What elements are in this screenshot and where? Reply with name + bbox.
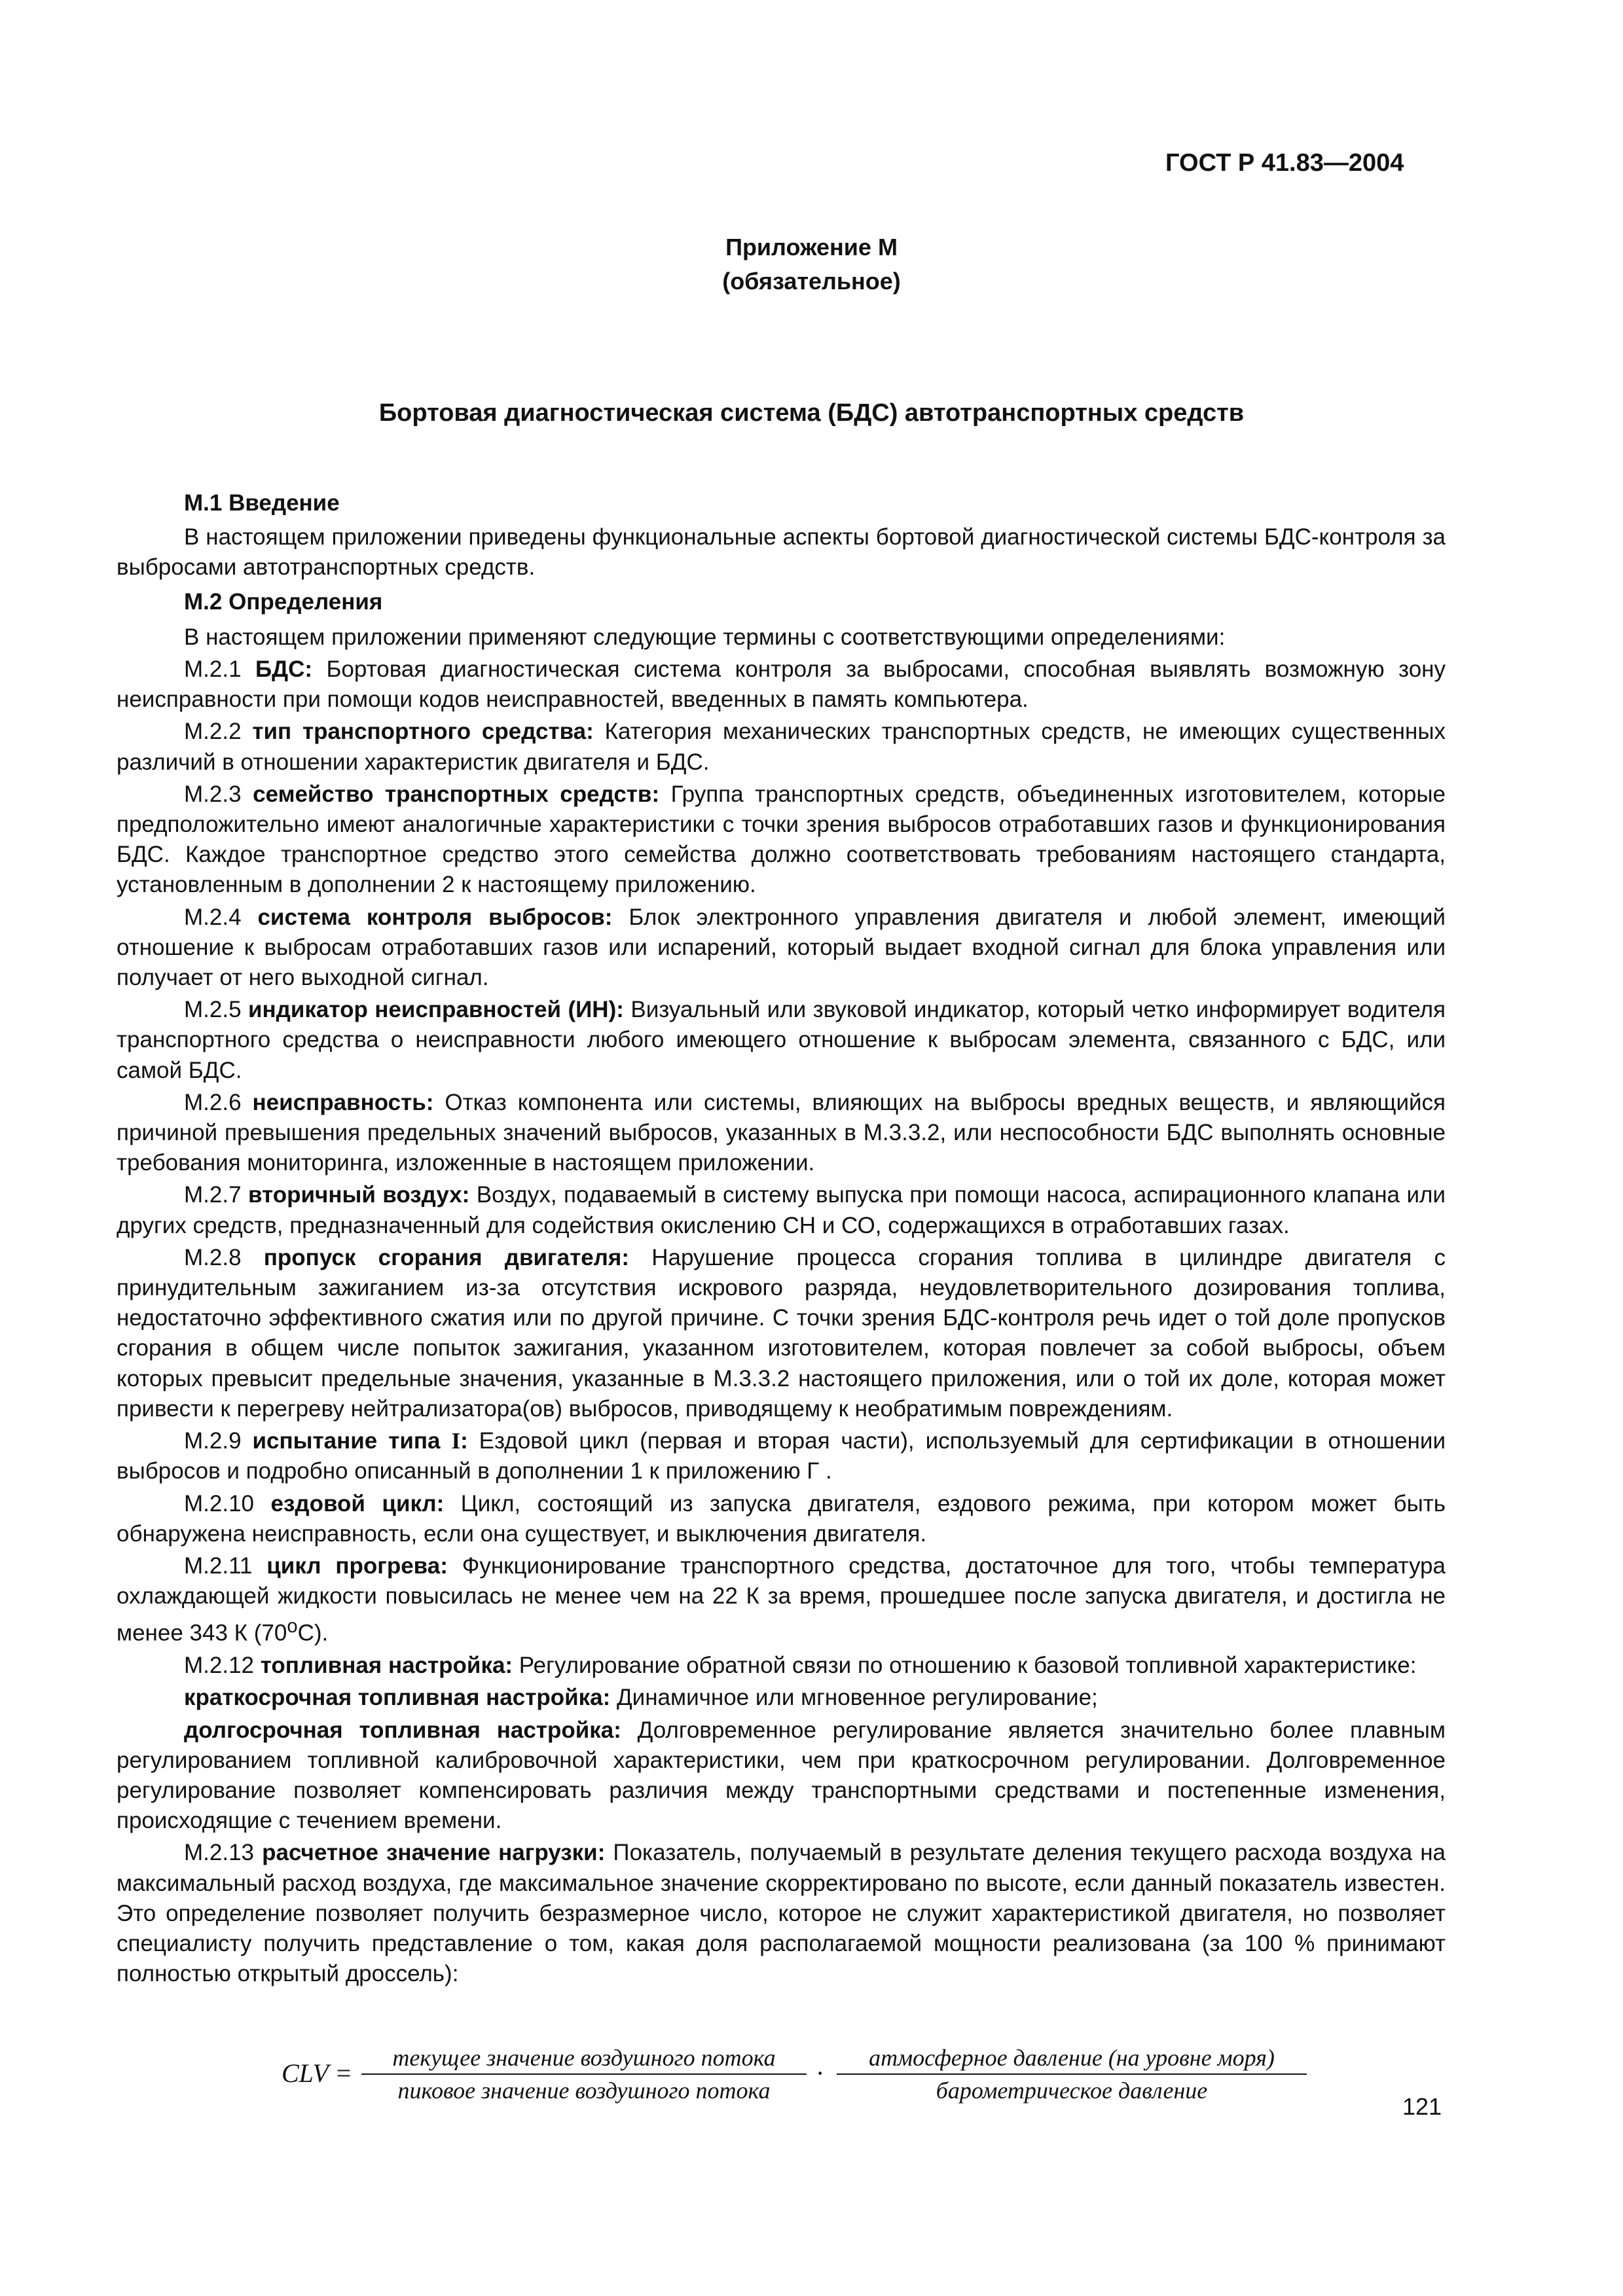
definition-term-end: : (460, 1428, 468, 1454)
definition-text: Функционирование транспортного средства, достаточное для того, чтобы температура охлаждающей жидкости повысилась не менее чем на 22 К за время, прошедшее после запуска двигателя, и достигла не менее 343 К (70 (117, 1552, 1446, 1646)
annex-status: (обязательное) (722, 268, 901, 295)
definition-text: Категория механических транспортных средств, не имеющих существенных различий в отношении характеристик двигателя и БДС. (117, 719, 1446, 775)
degree-superscript: о (287, 1616, 298, 1638)
definition-m2-7 (117, 1180, 1446, 1240)
definition-m2-12-short-term (117, 1683, 1446, 1713)
definition-number: М.2.2 (184, 719, 253, 745)
section-heading-m1: М.1 Введение (184, 490, 340, 516)
definition-number: М.2.8 (184, 1244, 264, 1270)
definition-text: Динамичное или мгновенное регулирование; (610, 1685, 1098, 1711)
definition-term: расчетное значение нагрузки: (262, 1840, 606, 1866)
formula-fraction-airflow (361, 2043, 807, 2105)
definition-m2-1 (117, 655, 1446, 715)
document-body (117, 488, 1446, 1991)
definition-term: долгосрочная топливная настройка: (184, 1717, 621, 1743)
section-text-m1: В настоящем приложении приведены функциональные аспекты бортовой диагностической системы БДС-контроля за выбросами автотранспортных средств. (117, 524, 1446, 581)
definition-m2-12 (117, 1651, 1446, 1681)
definition-m2-10 (117, 1489, 1446, 1549)
definition-number: М.2.10 (184, 1490, 271, 1516)
formula-denominator: пиковое значение воздушного потока (397, 2077, 771, 2104)
definition-m2-2 (117, 717, 1446, 777)
definition-number: М.2.7 (184, 1182, 248, 1208)
definition-term: ездовой цикл: (270, 1490, 445, 1516)
definition-number: М.2.4 (184, 904, 258, 930)
definition-number: М.2.9 (184, 1428, 253, 1454)
definition-term: краткосрочная топливная настройка: (184, 1685, 611, 1711)
definition-number: М.2.5 (184, 997, 249, 1023)
formula-numerator: атмосферное давление (на уровне моря) (837, 2043, 1307, 2075)
definition-number: М.2.6 (184, 1089, 253, 1115)
definition-term: пропуск сгорания двигателя: (263, 1244, 629, 1270)
document-code: ГОСТ Р 41.83—2004 (1165, 149, 1404, 177)
definition-text: Бортовая диагностическая система контроля за выбросами, способная выявлять возможную зону неисправности при помощи кодов неисправностей, введенных в память компьютера. (117, 656, 1446, 713)
formula-numerator: текущее значение воздушного потока (361, 2043, 807, 2075)
definition-number: М.2.1 (184, 656, 255, 683)
definition-text: Ездовой цикл (первая и вторая части), используемый для сертификации в отношении выбросов и подробно описанный в дополнении 1 к приложению Г . (117, 1428, 1446, 1484)
definition-m2-8 (117, 1243, 1446, 1424)
definition-term: индикатор неисправностей (ИН): (248, 997, 624, 1023)
page-number: 121 (1402, 2093, 1442, 2120)
definition-term: вторичный воздух: (247, 1182, 470, 1208)
annex-heading (0, 230, 1623, 298)
definition-number: М.2.11 (184, 1552, 267, 1579)
definition-text: Визуальный или звуковой индикатор, который четко информирует водителя транспортного средства о неисправности любого имеющего отношение к выбросам элемента, связанного с БДС, или самой БДС. (117, 997, 1446, 1083)
formula-multiply-operator: · (816, 2058, 825, 2088)
definition-m2-4 (117, 903, 1446, 994)
definition-term: неисправность: (252, 1089, 434, 1115)
definition-number: М.2.3 (184, 781, 253, 807)
definition-text: Регулирование обратной связи по отношению к базовой топливной характеристике: (513, 1653, 1417, 1679)
definition-term: топливная настройка: (260, 1653, 513, 1679)
definition-number: М.2.12 (184, 1653, 261, 1679)
clv-formula (275, 2043, 1322, 2115)
definition-term: БДС: (255, 656, 313, 683)
definition-m2-3 (117, 780, 1446, 901)
definition-term: семейство транспортных средств: (253, 781, 660, 807)
section-intro-m2: В настоящем приложении применяют следующие термины с соответствующими определениями: (184, 624, 1226, 650)
formula-lhs: CLV = (282, 2058, 353, 2088)
definition-text: Цикл, состоящий из запуска двигателя, ездового режима, при котором может быть обнаружена неисправность, если она существует, и выключения двигателя. (117, 1490, 1446, 1547)
definition-text: Долговременное регулирование является значительно более плавным регулированием топливной калибровочной характеристики, чем при краткосрочном регулировании. Долговременное регулирование позволяет компенсировать различия между транспортными средствами и постепенные изменения, происходящие с течением времени. (117, 1717, 1446, 1834)
definition-m2-6 (117, 1088, 1446, 1179)
formula-fraction-pressure (837, 2043, 1307, 2105)
definition-m2-13 (117, 1838, 1446, 1989)
definition-term: цикл прогрева: (266, 1552, 448, 1579)
definition-term: испытание типа (252, 1428, 452, 1454)
section-heading-m2: М.2 Определения (184, 588, 383, 615)
definition-text: Отказ компонента или системы, влияющих на выбросы вредных веществ, и являющийся причиной превышения предельных значений выбросов, указанных в М.3.3.2, или неспособности БДС выполнять основные требования мониторинга, изложенные в настоящем приложении. (117, 1089, 1446, 1176)
definition-text: Нарушение процесса сгорания топлива в цилиндре двигателя с принудительным зажиганием из-за отсутствия искрового разряда, неудовлетворительного дозирования топлива, недостаточно эффективного сжатия или по другой причине. С точки зрения БДС-контроля речь идет о той доле пропусков сгорания в общем числе попыток зажигания, указанном изготовителем, которая повлечет за собой выбросы, объем которых превысит предельные значения, указанные в М.3.3.2 настоящего приложения, или о той их доле, которая может привести к перегреву нейтрализатора(ов) выбросов, приводящему к необратимым повреждениям. (117, 1244, 1446, 1422)
formula-denominator: барометрическое давление (936, 2077, 1208, 2104)
definition-text-end: С). (297, 1620, 329, 1646)
definition-m2-5 (117, 995, 1446, 1086)
definition-text: Группа транспортных средств, объединенных изготовителем, которые предположительно имеют аналогичные характеристики с точки зрения выбросов отработавших газов и функционирования БДС. Каждое транспортное средство этого семейства должно соответствовать требованиям настоящего стандарта, установленным в дополнении 2 к настоящему приложению. (117, 781, 1446, 898)
definition-m2-9 (117, 1426, 1446, 1486)
definition-m2-12-long-term (117, 1715, 1446, 1837)
annex-label: Приложение М (725, 234, 898, 260)
definition-term: система контроля выбросов: (257, 904, 613, 930)
annex-title: Бортовая диагностическая система (БДС) автотранспортных средств (378, 399, 1245, 427)
definition-text: Воздух, подаваемый в систему выпуска при помощи насоса, аспирационного клапана или других средств, предназначенный для содействия окислению СН и СО, содержащихся в отработавших газах. (117, 1182, 1446, 1238)
definition-text: Показатель, получаемый в результате деления текущего расхода воздуха на максимальный расход воздуха, где максимальное значение скорректировано по высоте, если данный показатель известен. Это определение позволяет получить безразмерное число, которое не служит характеристикой двигателя, но позволяет специалисту получить представление о том, какая доля располагаемой мощности реализована (за 100 % принимают полностью открытый дроссель): (117, 1840, 1446, 1987)
definition-text: Блок электронного управления двигателя и любой элемент, имеющий отношение к выбросам отработавших газов или испарений, который выдает входной сигнал для блока управления или получает от него выходной сигнал. (117, 904, 1446, 991)
definition-term: тип транспортного средства: (252, 719, 594, 745)
definition-m2-11 (117, 1551, 1446, 1649)
definition-number: М.2.13 (184, 1840, 263, 1866)
definition-term-roman: I (451, 1428, 461, 1454)
